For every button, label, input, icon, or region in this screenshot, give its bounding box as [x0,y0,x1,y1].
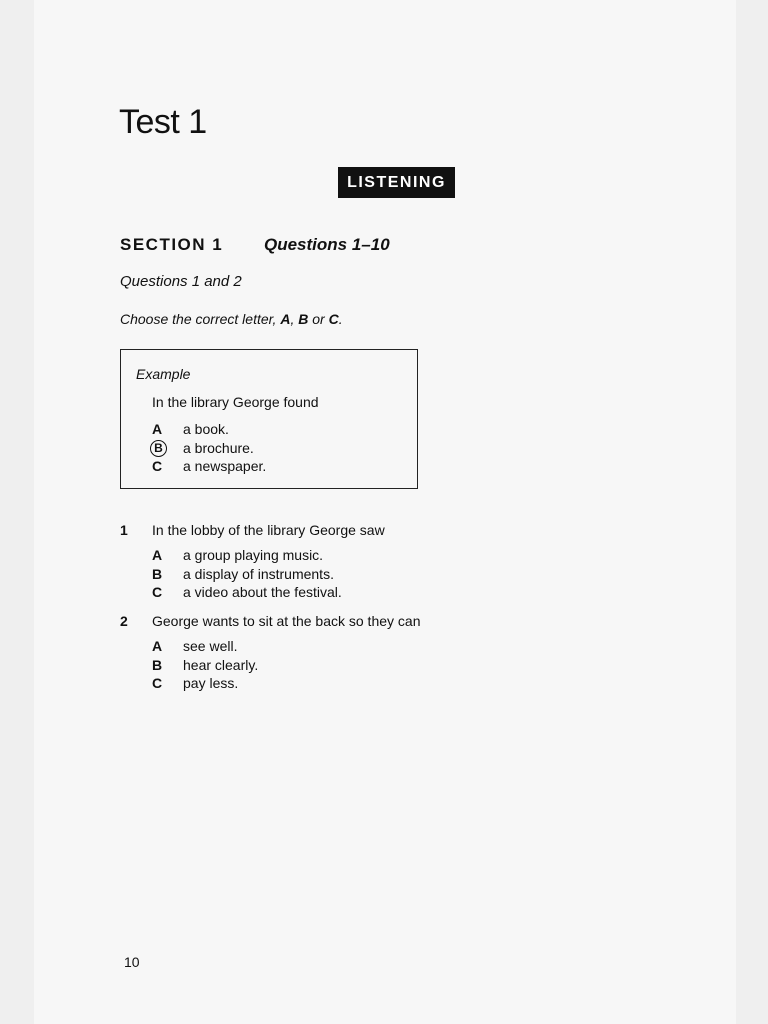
question-options [152,546,385,602]
example-stem: In the library George found [152,394,319,410]
option-letter: B [152,565,163,582]
instruction-letter-b: B [298,311,309,327]
option-text: see well. [183,638,238,655]
instruction-suffix: . [338,311,343,327]
instruction-separator: , [290,311,299,327]
example-label: Example [136,366,191,382]
question-number: 2 [120,613,128,629]
section-questions-range: Questions 1–10 [264,235,390,254]
question-option-a[interactable] [152,546,385,565]
question-stem: George wants to sit at the back so they can [152,613,421,629]
example-box [120,349,418,489]
option-letter: C [152,675,163,692]
option-letter: A [152,547,163,564]
instruction-separator: or [308,311,329,327]
example-option-b [152,439,266,458]
question-stem-row [120,611,420,631]
option-letter: C [152,584,163,601]
question-option-c[interactable] [152,674,420,693]
option-text: a book. [183,421,229,438]
question-option-a[interactable] [152,637,420,656]
instruction-prefix: Choose the correct letter, [120,311,281,327]
page-number: 10 [124,954,140,970]
question-2 [120,611,420,693]
question-stem-row [120,520,385,540]
question-option-b[interactable] [152,656,420,675]
option-text: hear clearly. [183,656,259,673]
option-text: a display of instruments. [183,565,334,582]
listening-badge: LISTENING [338,167,455,198]
instruction-letter-c: C [328,311,339,327]
option-text: a brochure. [183,439,254,456]
question-1 [120,520,385,602]
example-option-c [152,457,266,476]
example-options [152,420,266,476]
questions-subheading: Questions 1 and 2 [120,273,242,290]
page-sheet [34,0,736,1024]
option-letter: A [152,421,163,438]
option-letter: C [152,458,163,475]
option-text: a video about the festival. [183,584,342,601]
section-heading [120,235,390,257]
option-letter: A [152,638,163,655]
question-number: 1 [120,522,128,538]
example-option-a [152,420,266,439]
question-stem: In the lobby of the library George saw [152,522,385,538]
question-option-b[interactable] [152,565,385,584]
instruction-letter-a: A [280,311,291,327]
question-options [152,637,420,693]
test-title: Test 1 [119,103,207,141]
instruction-text [120,311,343,327]
answer-circle-icon: B [150,440,167,457]
question-option-c[interactable] [152,583,385,602]
option-text: a group playing music. [183,547,324,564]
option-letter-circled [152,439,183,457]
option-text: pay less. [183,675,239,692]
option-letter: B [152,656,163,673]
section-label: SECTION 1 [120,235,224,254]
option-text: a newspaper. [183,458,267,475]
